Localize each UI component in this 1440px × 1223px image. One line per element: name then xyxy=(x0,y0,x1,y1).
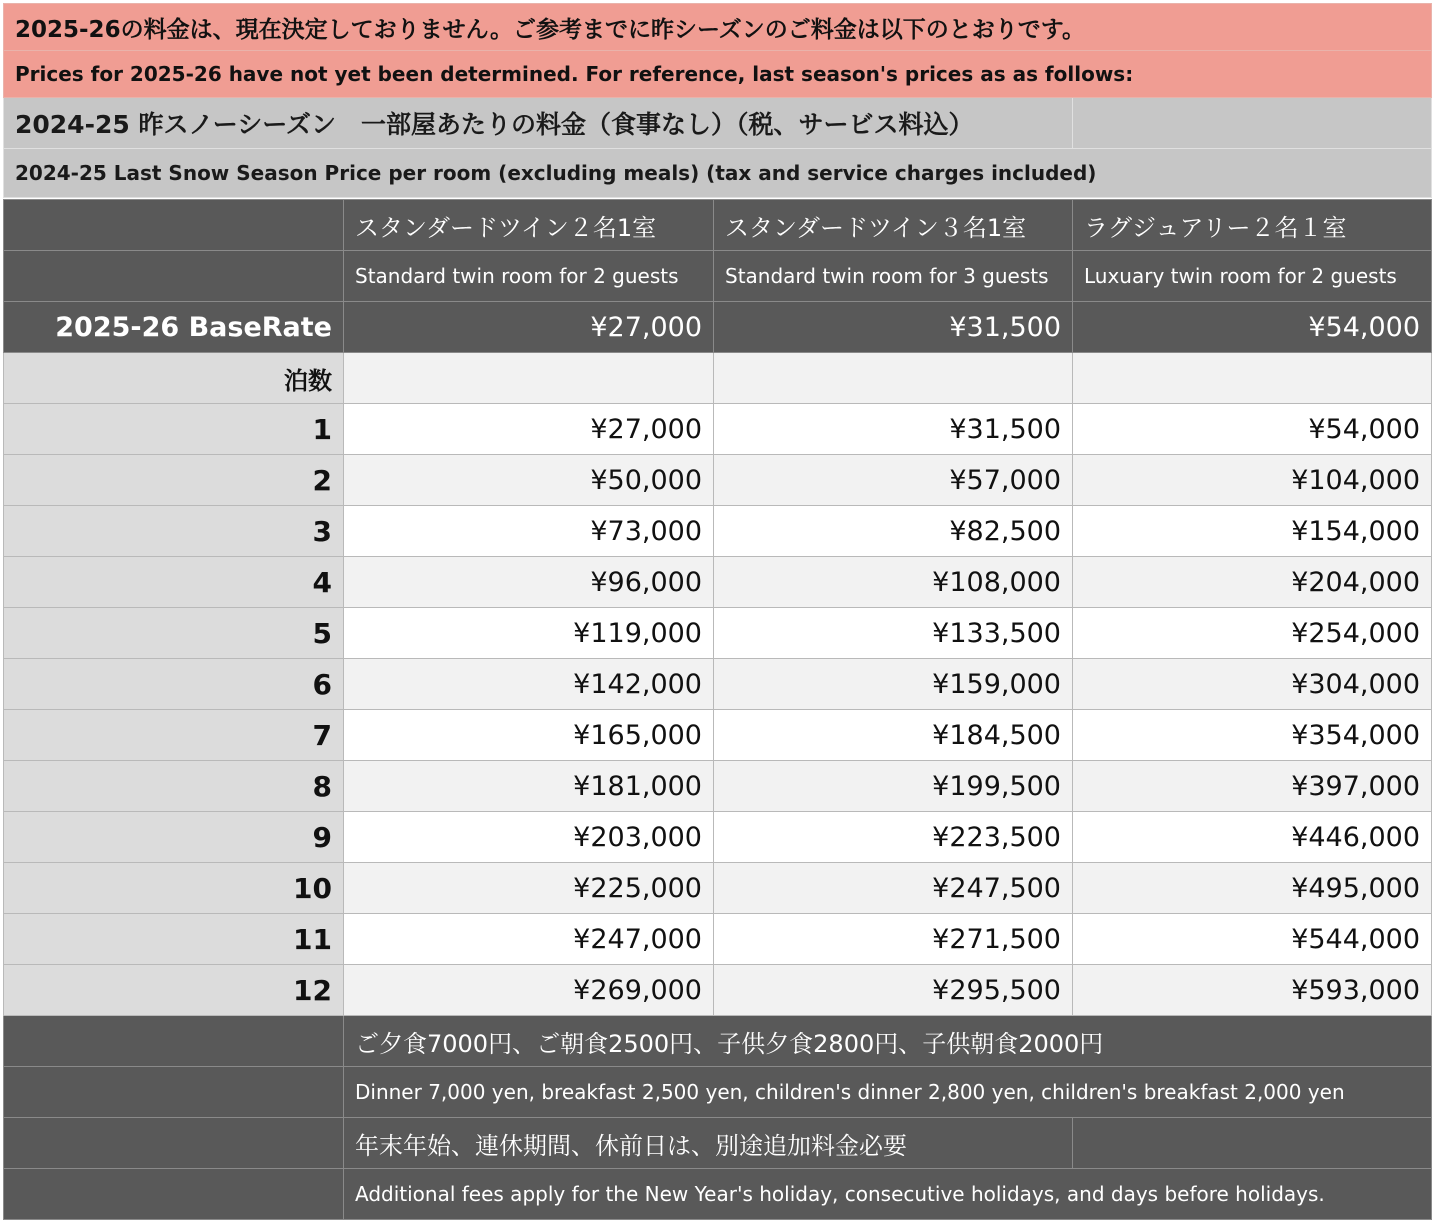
price-cell: ¥133,500 xyxy=(714,608,1073,659)
holiday-row-en xyxy=(4,1169,1432,1220)
price-cell: ¥96,000 xyxy=(344,557,714,608)
price-cell: ¥269,000 xyxy=(344,965,714,1016)
room-name-en: Standard twin room for 2 guests xyxy=(344,251,714,302)
room-header-jp xyxy=(4,200,1432,251)
price-cell: ¥295,500 xyxy=(714,965,1073,1016)
price-cell: ¥154,000 xyxy=(1073,506,1432,557)
price-cell: ¥108,000 xyxy=(714,557,1073,608)
meals-note-en: Dinner 7,000 yen, breakfast 2,500 yen, children's dinner 2,800 yen, children's breakfast 2,000 yen xyxy=(344,1067,1432,1118)
table-row xyxy=(4,557,1432,608)
price-cell: ¥304,000 xyxy=(1073,659,1432,710)
price-cell: ¥271,500 xyxy=(714,914,1073,965)
price-cell: ¥54,000 xyxy=(1073,404,1432,455)
nights-count: 5 xyxy=(4,608,344,659)
table-row xyxy=(4,404,1432,455)
holiday-note-jp: 年末年始、連休期間、休前日は、別途追加料金必要 xyxy=(344,1118,1073,1169)
room-name-jp: スタンダードツイン３名1室 xyxy=(714,200,1073,251)
price-cell: ¥495,000 xyxy=(1073,863,1432,914)
room-name-en: Luxuary twin room for 2 guests xyxy=(1073,251,1432,302)
header-corner xyxy=(4,200,344,251)
price-cell: ¥73,000 xyxy=(344,506,714,557)
footer-corner xyxy=(4,1169,344,1220)
base-rate-label: 2025-26 BaseRate xyxy=(4,302,344,353)
price-table xyxy=(3,3,1432,1220)
price-cell: ¥119,000 xyxy=(344,608,714,659)
price-cell: ¥50,000 xyxy=(344,455,714,506)
header-corner xyxy=(4,251,344,302)
nights-count: 7 xyxy=(4,710,344,761)
empty-cell xyxy=(344,353,714,404)
footer-corner xyxy=(4,1067,344,1118)
price-cell: ¥446,000 xyxy=(1073,812,1432,863)
price-cell: ¥247,500 xyxy=(714,863,1073,914)
nights-count: 6 xyxy=(4,659,344,710)
price-cell: ¥544,000 xyxy=(1073,914,1432,965)
base-rate-value: ¥54,000 xyxy=(1073,302,1432,353)
nights-count: 4 xyxy=(4,557,344,608)
nights-count: 8 xyxy=(4,761,344,812)
nights-count: 10 xyxy=(4,863,344,914)
price-cell: ¥223,500 xyxy=(714,812,1073,863)
nights-count: 12 xyxy=(4,965,344,1016)
notice-row-jp xyxy=(4,4,1432,51)
price-cell: ¥31,500 xyxy=(714,404,1073,455)
price-cell: ¥159,000 xyxy=(714,659,1073,710)
price-cell: ¥204,000 xyxy=(1073,557,1432,608)
season-empty-cell xyxy=(1073,98,1432,149)
price-cell: ¥225,000 xyxy=(344,863,714,914)
price-cell: ¥82,500 xyxy=(714,506,1073,557)
footer-corner xyxy=(4,1016,344,1067)
season-title-en: 2024-25 Last Snow Season Price per room (excluding meals) (tax and service charges included) xyxy=(4,149,1432,198)
room-name-en: Standard twin room for 3 guests xyxy=(714,251,1073,302)
empty-cell xyxy=(714,353,1073,404)
table-row xyxy=(4,659,1432,710)
table-row xyxy=(4,863,1432,914)
meals-row-en xyxy=(4,1067,1432,1118)
notice-en: Prices for 2025-26 have not yet been determined. For reference, last season's prices as as follows: xyxy=(4,51,1432,98)
table-row xyxy=(4,506,1432,557)
nights-count: 11 xyxy=(4,914,344,965)
nights-count: 9 xyxy=(4,812,344,863)
nights-count: 1 xyxy=(4,404,344,455)
holiday-row-jp xyxy=(4,1118,1432,1169)
price-cell: ¥181,000 xyxy=(344,761,714,812)
nights-count: 2 xyxy=(4,455,344,506)
price-cell: ¥165,000 xyxy=(344,710,714,761)
empty-cell xyxy=(1073,353,1432,404)
nights-header-row xyxy=(4,353,1432,404)
notice-jp: 2025-26の料金は、現在決定しておりません。ご参考までに昨シーズンのご料金は以下のとおりです。 xyxy=(4,4,1432,51)
price-cell: ¥203,000 xyxy=(344,812,714,863)
base-rate-value: ¥27,000 xyxy=(344,302,714,353)
price-cell: ¥142,000 xyxy=(344,659,714,710)
room-name-jp: ラグジュアリー２名１室 xyxy=(1073,200,1432,251)
price-cell: ¥354,000 xyxy=(1073,710,1432,761)
base-rate-value: ¥31,500 xyxy=(714,302,1073,353)
table-row xyxy=(4,914,1432,965)
price-cell: ¥57,000 xyxy=(714,455,1073,506)
table-row xyxy=(4,965,1432,1016)
nights-label: 泊数 xyxy=(4,353,344,404)
price-cell: ¥184,500 xyxy=(714,710,1073,761)
meals-row-jp xyxy=(4,1016,1432,1067)
room-header-en xyxy=(4,251,1432,302)
meals-note-jp: ご夕食7000円、ご朝食2500円、子供夕食2800円、子供朝食2000円 xyxy=(344,1016,1432,1067)
table-row xyxy=(4,455,1432,506)
footer-corner xyxy=(4,1118,344,1169)
price-cell: ¥199,500 xyxy=(714,761,1073,812)
base-rate-row xyxy=(4,302,1432,353)
holiday-note-en: Additional fees apply for the New Year's holiday, consecutive holidays, and days before holidays. xyxy=(344,1169,1432,1220)
notice-row-en xyxy=(4,51,1432,98)
table-row xyxy=(4,608,1432,659)
nights-count: 3 xyxy=(4,506,344,557)
price-cell: ¥247,000 xyxy=(344,914,714,965)
price-cell: ¥254,000 xyxy=(1073,608,1432,659)
season-row-en xyxy=(4,149,1432,198)
footer-empty-cell xyxy=(1073,1118,1432,1169)
season-row-jp xyxy=(4,98,1432,149)
table-row xyxy=(4,812,1432,863)
price-cell: ¥27,000 xyxy=(344,404,714,455)
table-row xyxy=(4,761,1432,812)
room-name-jp: スタンダードツイン２名1室 xyxy=(344,200,714,251)
price-cell: ¥104,000 xyxy=(1073,455,1432,506)
price-cell: ¥593,000 xyxy=(1073,965,1432,1016)
table-row xyxy=(4,710,1432,761)
price-cell: ¥397,000 xyxy=(1073,761,1432,812)
price-sheet xyxy=(3,3,1431,1220)
season-title-jp: 2024-25 昨スノーシーズン 一部屋あたりの料金（食事なし）（税、サービス料込） xyxy=(4,98,1073,149)
